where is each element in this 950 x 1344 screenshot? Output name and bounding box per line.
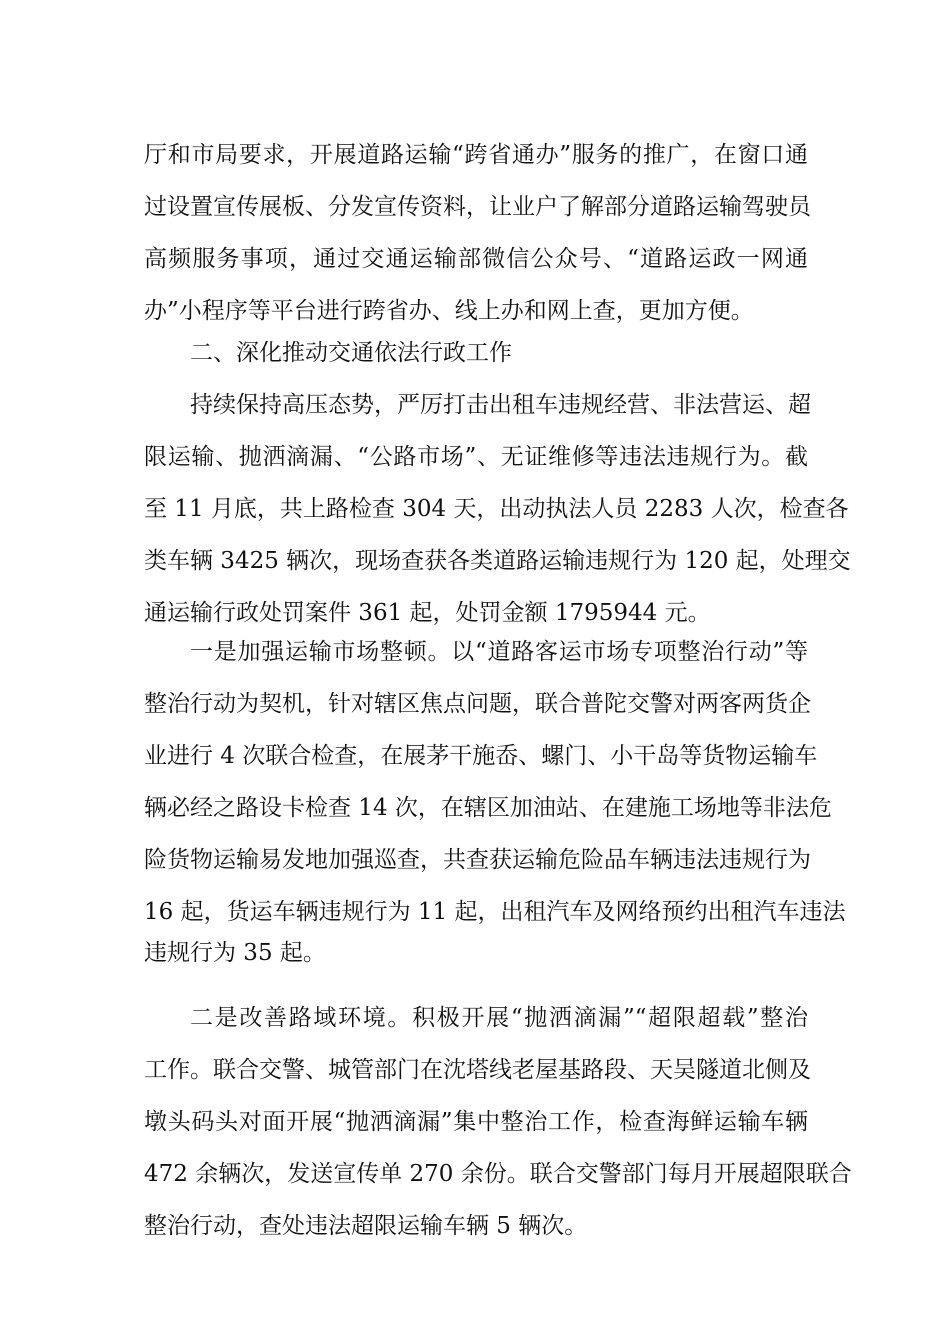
text-line: 工作。联合交警、城管部门在沈塔线老屋基路段、天吴隧道北侧及 <box>144 1057 811 1083</box>
text-line: 整治行动为契机，针对辖区焦点问题，联合普陀交警对两客两货企 <box>144 691 811 717</box>
text-line: 二是改善路域环境。积极开展“抛洒滴漏”“超限超载”整治 <box>190 1005 808 1031</box>
text-line: 至 11 月底，共上路检查 304 天，出动执法人员 2283 人次，检查各 <box>144 496 849 522</box>
text-line: 16 起，货运车辆违规行为 11 起，出租汽车及网络预约出租汽车违法 <box>144 899 846 925</box>
text-line: 整治行动，查处违法超限运输车辆 5 辆次。 <box>144 1213 588 1239</box>
text-line: 墩头码头对面开展“抛洒滴漏”集中整治工作，检查海鲜运输车辆 <box>144 1109 808 1135</box>
text-line: 472 余辆次，发送宣传单 270 余份。联合交警部门每月开展超限联合 <box>144 1161 852 1187</box>
text-line: 限运输、抛洒滴漏、“公路市场”、无证维修等违法违规行为。截 <box>144 444 808 470</box>
text-line: 办”小程序等平台进行跨省办、线上办和网上查，更加方便。 <box>144 298 754 324</box>
text-line: 厅和市局要求，开展道路运输“跨省通办”服务的推广，在窗口通 <box>144 142 808 168</box>
text-line: 业进行 4 次联合检查，在展茅干施岙、螺门、小干岛等货物运输车 <box>144 743 818 769</box>
text-line: 辆必经之路设卡检查 14 次，在辖区加油站、在建施工场地等非法危 <box>144 795 832 821</box>
text-line: 类车辆 3425 辆次，现场查获各类道路运输违规行为 120 起，处理交 <box>144 548 851 574</box>
text-line: 过设置宣传展板、分发宣传资料，让业户了解部分道路运输驾驶员 <box>144 194 811 220</box>
text-line: 违规行为 35 起。 <box>144 940 326 966</box>
text-line: 持续保持高压态势，严厉打击出租车违规经营、非法营运、超 <box>190 392 811 418</box>
text-line: 险货物运输易发地加强巡查，共查获运输危险品车辆违法违规行为 <box>144 847 811 873</box>
section-heading: 二、深化推动交通依法行政工作 <box>190 340 512 366</box>
text-line: 一是加强运输市场整顿。以“道路客运市场专项整治行动”等 <box>190 639 808 665</box>
text-line: 通运输行政处罚案件 361 起，处罚金额 1795944 元。 <box>144 600 711 626</box>
text-line: 高频服务事项，通过交通运输部微信公众号、“道路运政一网通 <box>144 246 808 272</box>
